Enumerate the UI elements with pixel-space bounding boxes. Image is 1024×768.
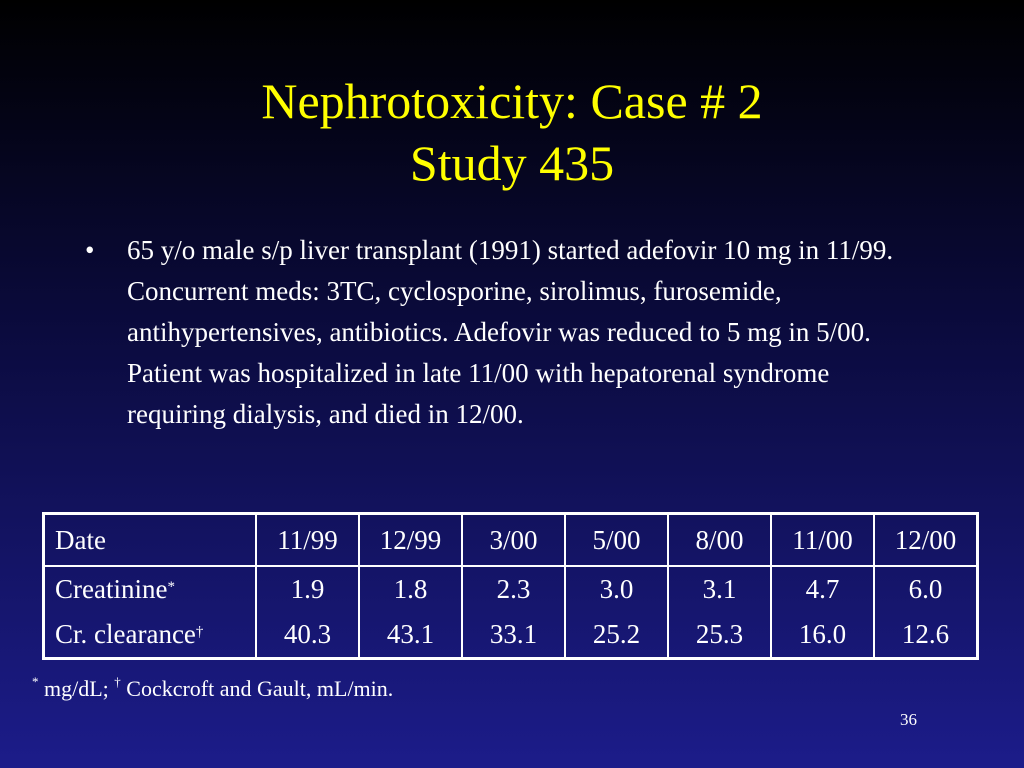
bullet-item (85, 230, 935, 435)
value-cell: 2.3 33.1 (462, 566, 565, 659)
value-cell: 1.9 40.3 (256, 566, 359, 659)
row-labels (44, 566, 257, 659)
title-line-1: Nephrotoxicity: Case # 2 (261, 73, 763, 129)
date-cell: 5/00 (565, 514, 668, 567)
footnote-method: Cockcroft and Gault, mL/min. (120, 676, 394, 701)
footnote-asterisk: * (32, 674, 39, 689)
value-cell: 6.0 12.6 (874, 566, 978, 659)
footnote-units: mg/dL; (38, 676, 115, 701)
lab-values-table (42, 512, 979, 660)
clearance-label: Cr. clearance† (55, 619, 204, 649)
date-cell: 12/99 (359, 514, 462, 567)
date-cell: 3/00 (462, 514, 565, 567)
slide-title (0, 70, 1024, 194)
value-cell: 1.8 43.1 (359, 566, 462, 659)
date-cell: 11/99 (256, 514, 359, 567)
footnote-dagger: † (114, 674, 121, 689)
asterisk-mark: * (167, 579, 175, 595)
table-header-row (44, 514, 978, 567)
date-header-label: Date (44, 514, 257, 567)
date-cell: 11/00 (771, 514, 874, 567)
dagger-mark: † (195, 624, 204, 640)
bullet-icon: • (85, 235, 95, 265)
page-number: 36 (900, 710, 917, 729)
creatinine-label: Creatinine* (55, 574, 175, 604)
title-line-2: Study 435 (409, 135, 615, 191)
value-cell: 3.0 25.2 (565, 566, 668, 659)
date-cell: 8/00 (668, 514, 771, 567)
table-body-row (44, 566, 978, 659)
table-footnote (32, 676, 393, 702)
value-cell: 3.1 25.3 (668, 566, 771, 659)
date-cell: 12/00 (874, 514, 978, 567)
value-cell: 4.7 16.0 (771, 566, 874, 659)
bullet-text: 65 y/o male s/p liver transplant (1991) started adefovir 10 mg in 11/99. Concurrent meds: 3TC, cyclosporine, sirolimus, furosemide, antihypertensives, antibiotics. Adefovir was reduced to 5 mg in 5/00. Patient was hospitalized in late 11/00 with hepatorenal syndrome requiring dialysis, and died in 12/00. (127, 235, 894, 429)
